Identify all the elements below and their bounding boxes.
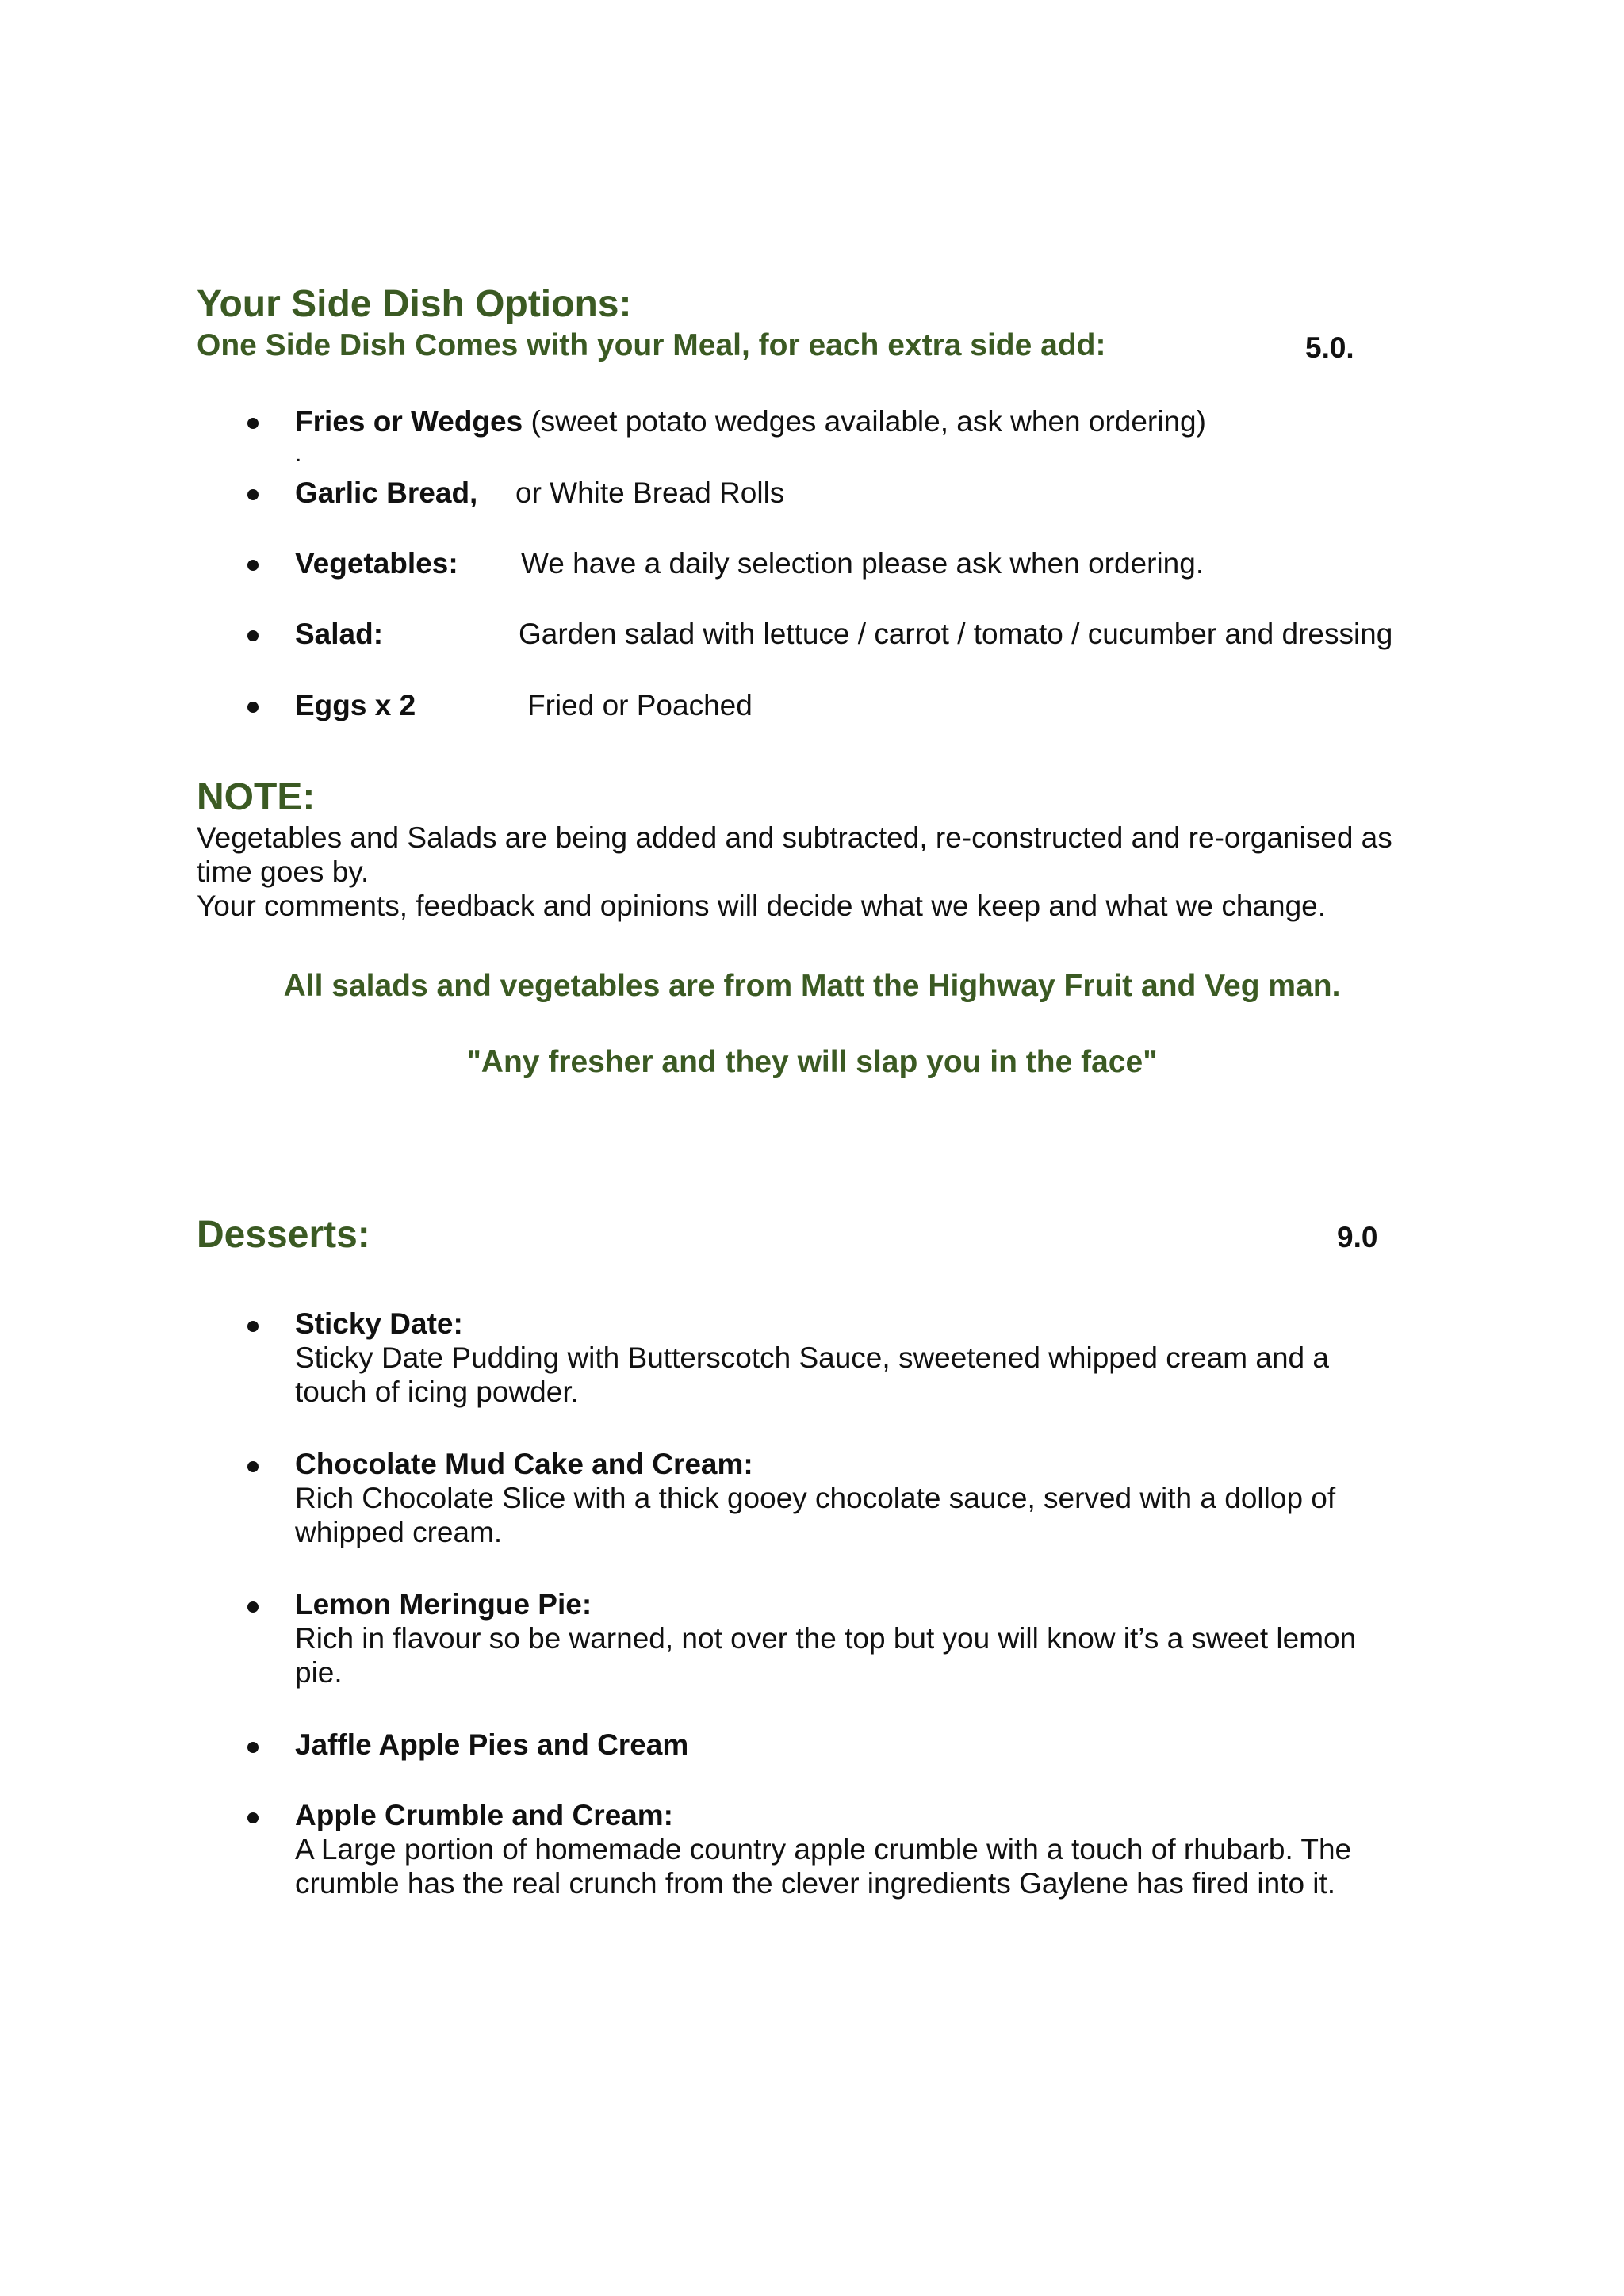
side-item-desc: We have a daily selection please ask when ordering. xyxy=(521,547,1205,580)
dessert-name: Sticky Date: xyxy=(295,1307,463,1340)
list-item xyxy=(295,1798,1351,1900)
dessert-desc-line: Rich Chocolate Slice with a thick gooey chocolate sauce, served with a dollop of xyxy=(295,1482,1336,1514)
side-item-desc: (sweet potato wedges available, ask when ordering) xyxy=(523,405,1206,438)
side-item-desc: or White Bread Rolls xyxy=(515,476,785,509)
note-body xyxy=(197,821,1392,923)
side-item-name: Vegetables: xyxy=(295,547,458,580)
side-item-name: Eggs x 2 xyxy=(295,689,416,721)
dessert-desc-line: pie. xyxy=(295,1656,343,1689)
desserts-title: Desserts: xyxy=(197,1214,370,1256)
note-title: NOTE: xyxy=(197,776,316,818)
list-item xyxy=(295,405,1206,438)
list-item xyxy=(295,1447,1335,1549)
list-item xyxy=(295,1728,688,1762)
bullet-icon xyxy=(247,1742,259,1753)
bullet-icon xyxy=(247,560,259,571)
bullet-icon xyxy=(247,1601,259,1613)
bullet-icon xyxy=(247,630,259,641)
side-dish-title: Your Side Dish Options: xyxy=(197,283,632,325)
side-item-extra: . xyxy=(295,441,302,467)
dessert-desc-line: touch of icing powder. xyxy=(295,1376,579,1408)
dessert-desc-line: A Large portion of homemade country apple crumble with a touch of rhubarb. The xyxy=(295,1833,1352,1866)
note-line: Your comments, feedback and opinions will decide what we keep and what we change. xyxy=(197,890,1327,922)
dessert-name: Chocolate Mud Cake and Cream: xyxy=(295,1448,753,1480)
side-dish-subtitle: One Side Dish Comes with your Meal, for each extra side add: xyxy=(197,328,1106,362)
dessert-desc-line: Rich in flavour so be warned, not over the top but you will know it’s a sweet lemon xyxy=(295,1622,1357,1655)
bullet-icon xyxy=(247,1812,259,1823)
side-item-name: Garlic Bread, xyxy=(295,476,478,509)
fresh-quote: "Any fresher and they will slap you in the face" xyxy=(466,1045,1158,1079)
dessert-name: Lemon Meringue Pie: xyxy=(295,1588,592,1621)
side-item-name: Fries or Wedges xyxy=(295,405,523,438)
bullet-icon xyxy=(247,418,259,429)
desserts-price: 9.0 xyxy=(1337,1221,1378,1253)
dessert-desc-line: crumble has the real crunch from the clever ingredients Gaylene has fired into it. xyxy=(295,1867,1336,1900)
bullet-icon xyxy=(247,489,259,500)
side-item-name: Salad: xyxy=(295,618,384,650)
supplier-note: All salads and vegetables are from Matt the Highway Fruit and Veg man. xyxy=(283,969,1341,1003)
dessert-name: Jaffle Apple Pies and Cream xyxy=(295,1728,689,1761)
bullet-icon xyxy=(247,1461,259,1472)
dessert-desc-line: whipped cream. xyxy=(295,1516,503,1548)
side-dish-price: 5.0. xyxy=(1305,331,1354,364)
list-item xyxy=(295,1307,1329,1409)
side-item-desc: Fried or Poached xyxy=(527,689,753,721)
bullet-icon xyxy=(247,702,259,713)
list-item xyxy=(295,1587,1356,1689)
dessert-name: Apple Crumble and Cream: xyxy=(295,1799,673,1831)
note-line: Vegetables and Salads are being added and subtracted, re-constructed and re-organised as xyxy=(197,821,1392,854)
dessert-desc-line: Sticky Date Pudding with Butterscotch Sauce, sweetened whipped cream and a xyxy=(295,1341,1329,1374)
bullet-icon xyxy=(247,1321,259,1332)
side-item-desc: Garden salad with lettuce / carrot / tomato / cucumber and dressing xyxy=(519,618,1393,650)
note-line: time goes by. xyxy=(197,855,370,888)
